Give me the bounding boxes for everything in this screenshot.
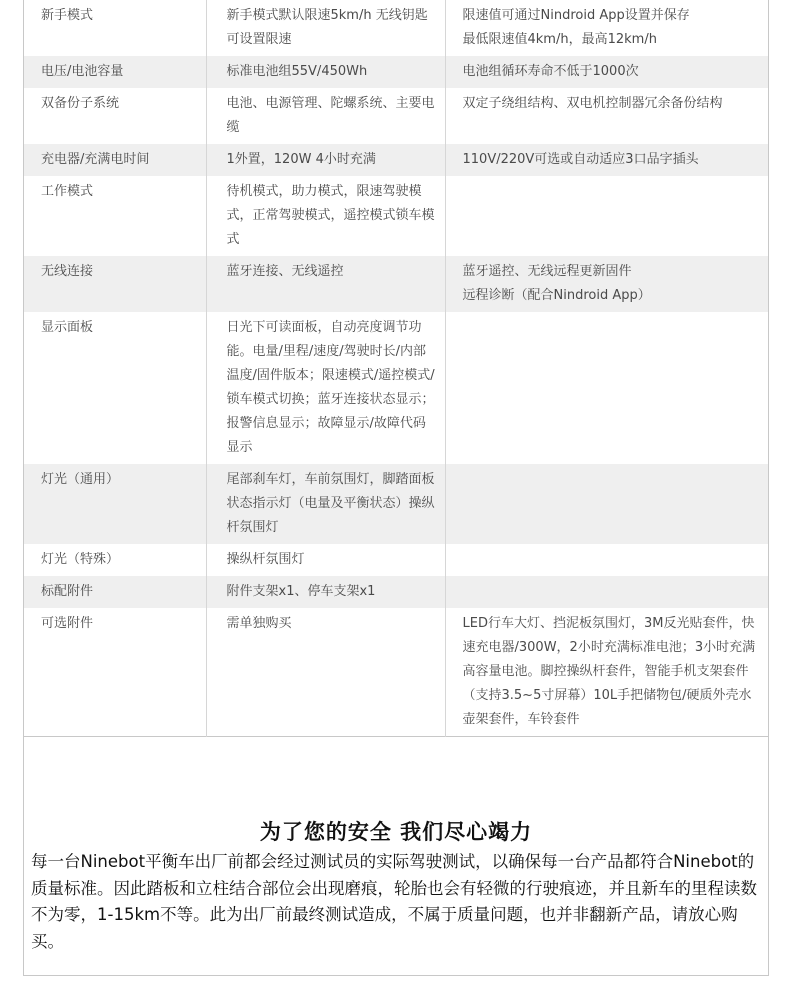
spec-detail: 操纵杆氛围灯 [206,544,445,576]
spec-name: 无线连接 [24,256,206,312]
notice-body: 每一台Ninebot平衡车出厂前都会经过测试员的实际驾驶测试，以确保每一台产品都符合Ninebot的质量标准。因此踏板和立柱结合部位会出现磨痕，轮胎也会有轻微的行驶痕迹，并且新车的里程读数不为零，1-15km不等。此为出厂前最终测试造成，不属于质量问题，也并非翻新产品，请放心购买。 [31,852,757,951]
spec-row [24,544,768,576]
spec-row [24,176,768,256]
spec-note: LED行车大灯、挡泥板氛围灯，3M反光贴套件，快速充电器/300W，2小时充满标准电池；3小时充满高容量电池。脚控操纵杆套件，智能手机支架套件（支持3.5~5寸屏幕）10L手把储物包/硬质外壳水壶架套件，车铃套件 [462,616,756,727]
spec-name: 可选附件 [24,608,206,737]
spec-note: 蓝牙遥控、无线远程更新固件 远程诊断（配合Nindroid App） [445,256,768,312]
spec-name: 灯光（通用） [24,464,206,544]
spec-row [24,0,768,56]
spec-detail: 电池、电源管理、陀螺系统、主要电缆 [206,88,445,144]
spec-note: 110V/220V可选或自动适应3口品字插头 [445,144,768,176]
product-spec-page [23,0,769,976]
spec-note [445,576,768,608]
spec-note [445,312,768,464]
spec-row [24,312,768,464]
spec-name: 新手模式 [24,0,206,56]
spec-detail: 蓝牙连接、无线遥控 [206,256,445,312]
spec-note: 双定子绕组结构、双电机控制器冗余备份结构 [462,96,723,111]
spec-name: 双备份子系统 [24,88,206,144]
notice-title: 为了您的安全 我们尽心竭力 [259,820,533,844]
spec-table-body [24,0,768,737]
spec-name: 标配附件 [24,576,206,608]
spec-detail: 附件支架x1、停车支架x1 [206,576,445,608]
spec-note [445,544,768,576]
spec-name: 充电器/充满电时间 [24,144,206,176]
spec-name: 工作模式 [24,176,206,256]
spec-row [24,256,768,312]
spec-row [24,576,768,608]
spec-row [24,88,768,144]
spec-note: 限速值可通过Nindroid App设置并保存 最低限速值4km/h，最高12km/h [462,8,690,47]
spec-detail: 待机模式，助力模式，限速驾驶模式，正常驾驶模式，遥控模式锁车模式 [206,176,445,256]
spec-name: 电压/电池容量 [24,56,206,88]
spec-detail: 需单独购买 [206,608,445,737]
spec-row [24,56,768,88]
spec-row [24,144,768,176]
spec-note [445,176,768,256]
spec-name: 显示面板 [24,312,206,464]
spec-detail: 尾部刹车灯，车前氛围灯，脚踏面板状态指示灯（电量及平衡状态）操纵杆氛围灯 [206,464,445,544]
spec-detail: 1外置，120W 4小时充满 [206,144,445,176]
spec-detail: 新手模式默认限速5km/h 无线钥匙可设置限速 [206,0,445,56]
spec-note [445,464,768,544]
spec-row [24,464,768,544]
spec-detail: 日光下可读面板，自动亮度调节功能。电量/里程/速度/驾驶时长/内部温度/固件版本；限速模式/遥控模式/锁车模式切换；蓝牙连接状态显示；报警信息显示；故障显示/故障代码显示 [206,312,445,464]
spec-row [24,608,768,737]
spec-table [24,0,768,737]
spec-name: 灯光（特殊） [24,544,206,576]
spec-note: 电池组循环寿命不低于1000次 [445,56,768,88]
spec-detail: 标准电池组55V/450Wh [206,56,445,88]
